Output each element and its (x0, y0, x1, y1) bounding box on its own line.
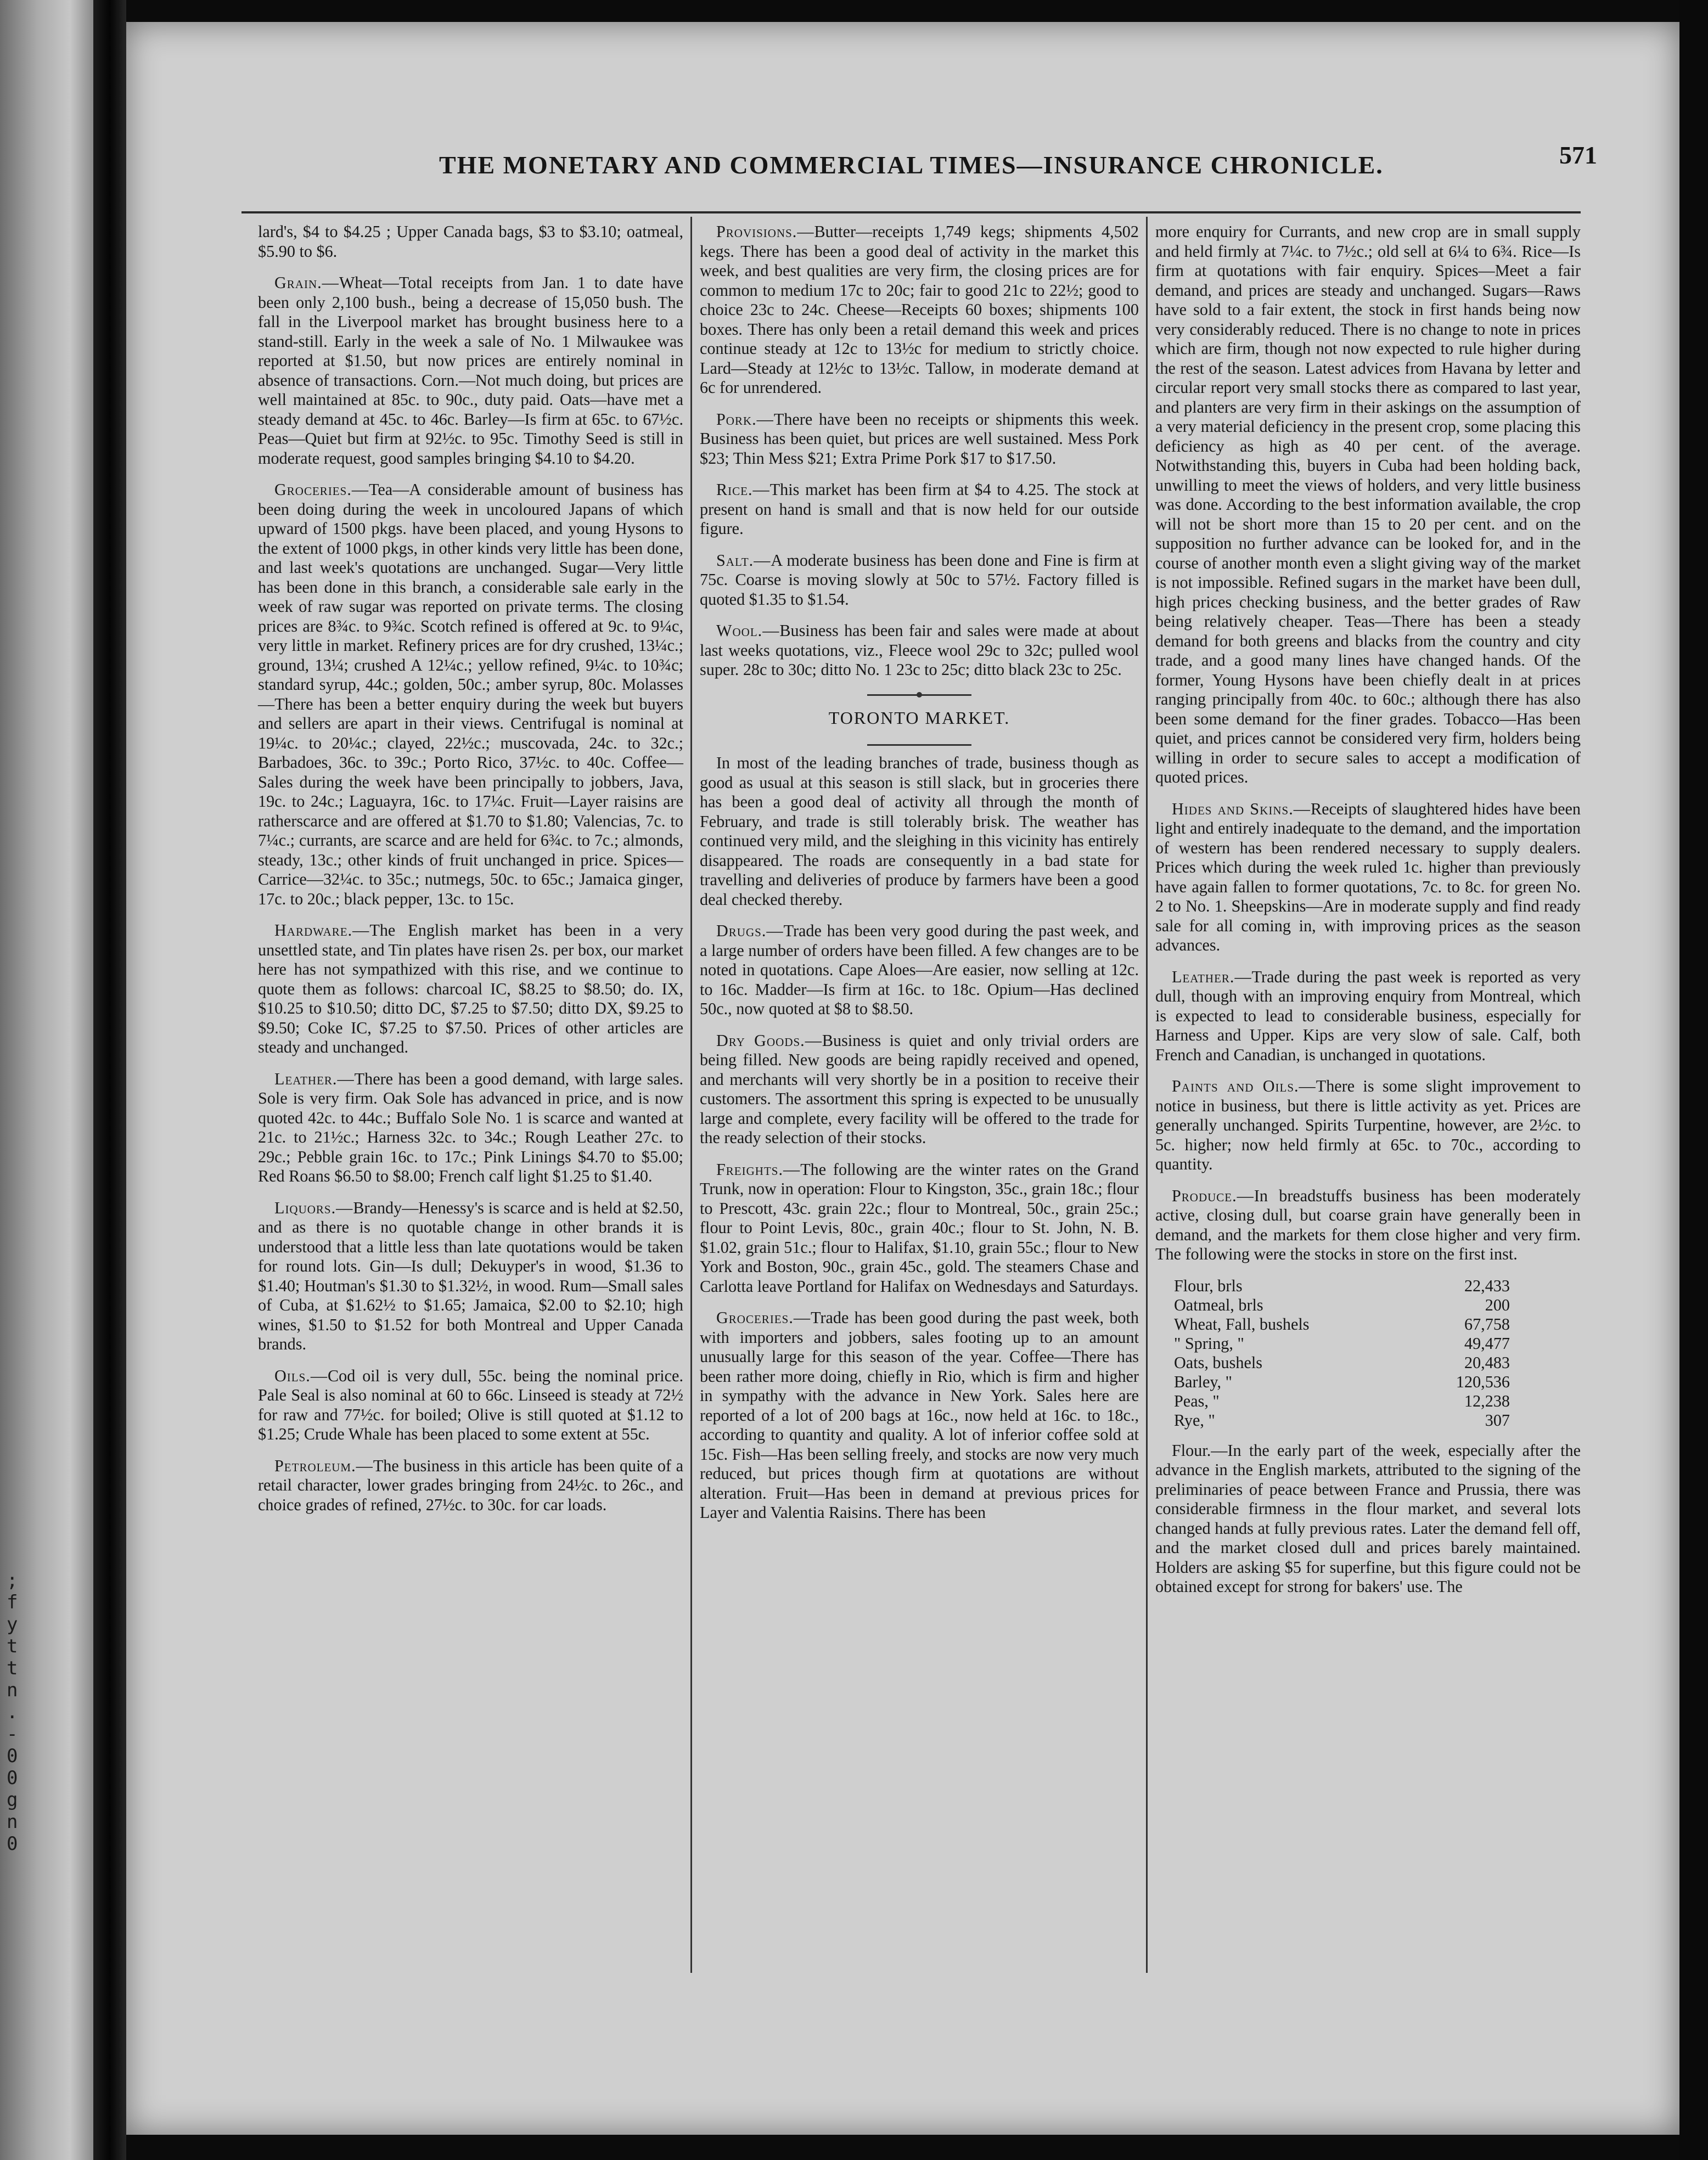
column-3-text (1155, 222, 1581, 1264)
stock-value: 22,433 (1464, 1276, 1510, 1295)
section-lead: Leather.— (1172, 967, 1252, 986)
table-row (1172, 1315, 1512, 1334)
section-lead: Drugs.— (716, 921, 784, 940)
paragraph-text: lard's, $4 to $4.25 ; Upper Canada bags, $3 to $3.10; oatmeal, $5.90 to $6. (258, 222, 683, 261)
right-border (1679, 0, 1708, 2160)
stock-value: 120,536 (1456, 1372, 1510, 1391)
section-lead: Paints and Oils.— (1172, 1077, 1316, 1095)
paragraph-text: Wheat—Total receipts from Jan. 1 to date have been only 2,100 bush., being a decrease of 15,050 bush. The fall in the Liverpool market has brought business here to a stand-still. Early in the week a sale of No. 1 Milwaukee was reported at $1.50, but now prices are entirely nominal in absence of transactions. Corn.—Not much doing, but prices are well maintained at 85c. to 90c., duty paid. Oats—have met a steady demand at 45c. to 46c. Barley—Is firm at 65c. to 67½c. Peas—Quiet but firm at 92½c. to 95c. Timothy Seed is still in moderate request, good samples bringing $4.10 to $4.20. (258, 273, 683, 468)
section-lead: Dry Goods.— (716, 1031, 822, 1050)
stock-label: Rye, " (1174, 1410, 1215, 1430)
column-rule-2 (1146, 217, 1148, 1973)
paragraph (258, 1456, 683, 1515)
paragraph (700, 1308, 1139, 1523)
section-lead: Groceries.— (274, 480, 369, 499)
paragraph-text: Trade has been very good during the past week, and a large number of orders have been filled. A few changes are to be noted in quotations. Cape Aloes—Are easier, now selling at 12c. to 16c. Madder—Is firm at 16c. to 18c. Opium—Has declined 50c., now quoted at $8 to $8.50. (700, 921, 1139, 1018)
stock-value: 200 (1485, 1295, 1510, 1314)
section-lead: Salt.— (716, 550, 771, 570)
section-lead: Produce.— (1172, 1186, 1254, 1205)
paragraph (258, 921, 683, 1058)
paragraph (1155, 968, 1581, 1065)
paragraph-text: Brandy—Henessy's is scarce and is held at $2.50, and as there is no quotable change in other brands it is understood that a little less than late quotations would be taken for round lots. Gin—Is dull; Dekuyper's in wood, $1.36 to $1.40; Houtman's $1.30 to $1.32½, in wood. Rum—Small sales of Cuba, at $1.62½ to $1.65; Jamaica, $2.00 to $2.10; high wines, $1.50 to $1.52 for both Montreal and Upper Canada brands. (258, 1198, 683, 1353)
publication-title: THE MONETARY AND COMMERCIAL TIMES—INSURANCE CHRONICLE. (439, 151, 1384, 179)
stock-label: Barley, " (1174, 1372, 1232, 1391)
edge-fragment: t (7, 1657, 18, 1679)
stock-label: " Spring, " (1174, 1334, 1244, 1353)
edge-fragment: n (7, 1811, 18, 1833)
table-row (1172, 1392, 1512, 1411)
stock-label: Oatmeal, brls (1174, 1295, 1263, 1314)
paragraph-text: In breadstuffs business has been moderately active, closing dull, but coarse grain have generally been in demand, and the markets for them close higher and very firm. The following were the stocks in store on the first inst. (1155, 1186, 1581, 1263)
paragraph-text: There is some slight improvement to notice in business, but there is little activity as yet. Prices are generally unchanged. Spirits Turpentine, however, are 2½c. to 5c. higher; now held firmly at 65c. to 70c., according to quantity. (1155, 1077, 1581, 1173)
section-lead: Hides and Skins.— (1172, 799, 1311, 818)
paragraph (700, 621, 1139, 680)
toronto-market-heading: TORONTO MARKET. (828, 707, 1010, 728)
paragraph-text: There have been no receipts or shipments this week. Business has been quiet, but prices are well sustained. Mess Pork $23; Thin Mess $21; Extra Prime Pork $17 to $17.50. (700, 409, 1139, 468)
column-1 (258, 222, 683, 1527)
paragraph-text: The business in this article has been quite of a retail character, lower grades bringing from 24½c. to 26c., and choice grades of refined, 27½c. to 30c. for car loads. (258, 1456, 683, 1514)
section-lead: Petroleum.— (274, 1456, 373, 1475)
table-row (1172, 1276, 1512, 1296)
section-lead: Provisions.— (716, 222, 814, 241)
paragraph (700, 1160, 1139, 1297)
heading-rule (867, 744, 971, 746)
stock-label: Peas, " (1174, 1391, 1220, 1410)
paragraph (258, 1366, 683, 1444)
edge-fragment: 0 (7, 1767, 18, 1789)
stock-value: 12,238 (1464, 1391, 1510, 1410)
page-number: 571 (1559, 141, 1597, 169)
paragraph (700, 410, 1139, 469)
header-rule (241, 211, 1581, 213)
edge-fragment: 0 (7, 1745, 18, 1767)
table-row (1172, 1353, 1512, 1372)
section-lead: Oils.— (274, 1366, 328, 1385)
stock-value: 307 (1485, 1410, 1510, 1430)
section-lead: Grain.— (274, 273, 339, 292)
paragraph-text: Trade during the past week is reported as very dull, though with an improving enquiry from Montreal, which is expected to lead to considerable business, especially for Harness and Upper. Kips are very slow of sale. Calf, both French and Canadian, is unchanged in quotations. (1155, 967, 1581, 1064)
table-row (1172, 1296, 1512, 1315)
column-rule-1 (690, 217, 692, 1973)
paragraph-text: Cod oil is very dull, 55c. being the nominal price. Pale Seal is also nominal at 60 to 66c. Linseed is steady at 72½ for raw and 77½c. for boiled; Olive is still quoted at $1.12 to $1.25; Crude Whale has been placed to some extent at 55c. (258, 1366, 683, 1443)
column-2-toronto (700, 753, 1139, 1523)
paragraph-text: Flour.—In the early part of the week, especially after the advance in the English markets, attributed to the signing of the preliminaries of peace between France and Prussia, there was considerable firmness in the flour market, and several lots changed hands at fully previous rates. Later the demand fell off, and the market closed dull and prices barely maintained. Holders are asking $5 for superfine, but this figure could not be obtained except for strong for bakers' use. The (1155, 1441, 1581, 1596)
paragraph (258, 273, 683, 468)
paragraph-text: A moderate business has been done and Fine is firm at 75c. Coarse is moving slowly at 50c to 57½. Factory filled is quoted $1.35 to $1.54. (700, 550, 1139, 609)
edge-fragment: t (7, 1635, 18, 1657)
edge-fragments (7, 1570, 23, 1855)
column-2-markets (700, 222, 1139, 680)
paragraph (1155, 1441, 1581, 1597)
stock-value: 67,758 (1464, 1314, 1510, 1334)
paragraph-text: Tea—A considerable amount of business has been doing during the week in uncoloured Japans of which upward of 1500 pkgs. have been placed, and young Hysons to the extent of 1000 pkgs, in other kinds very little has been done, and last week's quotations are unchanged. Sugar—Very little has been done in this branch, a considerable sale early in the week of raw sugar was reported on private terms. The closing prices are 8¾c. to 9¾c. Scotch refined is offered at 9c. to 9¼c, very little in market. Refinery prices are for dry crushed, 13¼c.; ground, 13¼; crushed A 12¼c.; yellow refined, 9¼c. to 10¾c; standard syrup, 44c.; golden, 50c.; amber syrup, 80c. Molasses—There has been a better enquiry during the week but buyers and sellers are apart in their views. Centrifugal is nominal at 19¼c. to 20¼c.; clayed, 22½c.; muscovada, 24c. to 32c.; Barbadoes, 36c. to 39c.; Porto Rico, 37½c. to 40c. Coffee—Sales during the week have been principally to jobbers, Java, 19c. to 24c.; Laguayra, 16c. to 17¼c. Fruit—Layer raisins are ratherscarce and are offered at $1.70 to $1.80; Valencias, 7c. to 7¼c.; currants, are scarce and are held for 6¾c. to 7c.; almonds, steady, 13c.; other kinds of fruit unchanged in price. Spices—Carrice—32¼c. to 35c.; nutmegs, 50c. to 65c.; Jamaica ginger, 17c. to 20c.; black pepper, 13c. to 15c. (258, 480, 683, 908)
paragraph (700, 480, 1139, 539)
section-lead: Leather.— (274, 1069, 355, 1088)
stocks-in-store-table (1172, 1276, 1512, 1430)
stock-value: 49,477 (1464, 1334, 1510, 1353)
edge-fragment: ; (7, 1570, 18, 1591)
section-lead: Wool.— (716, 621, 780, 640)
paragraph (700, 1031, 1139, 1148)
paragraph-text: There has been a good demand, with large sales. Sole is very firm. Oak Sole has advanced in price, and is now quoted 42c. to 44c.; Buffalo Sole No. 1 is scarce and wanted at 21c. to 21½c.; Harness 32c. to 34c.; Rough Leather 27c. to 29c.; Pebble grain 16c. to 17c.; Pink Linings $4.70 to $5.00; Red Roans $6.50 to $8.00; French calf light $1.25 to $1.40. (258, 1069, 683, 1185)
paragraph (258, 222, 683, 261)
table-row (1172, 1411, 1512, 1430)
paragraph (1155, 1186, 1581, 1264)
edge-fragment: g (7, 1789, 18, 1811)
paragraph-text: The following are the winter rates on the Grand Trunk, now in operation: Flour to Kingston, 35c., grain 18c.; flour to Prescott, 43c. grain 22c.; flour to Montreal, 50c., grain 25c.; flour to Point Levis, 80c., grain 40c.; flour to St. John, N. B. $1.02, grain 51c.; flour to Halifax, $1.10, grain 55c.; flour to New York and Boston, 90c., grain 45c., gold. The steamers Chase and Carlotta leave Portland for Halifax on Wednesdays and Saturdays. (700, 1160, 1139, 1296)
section-divider (867, 692, 971, 698)
paragraph-text: Business has been fair and sales were made at about last weeks quotations, viz., Fleece wool 29c to 32c; pulled wool super. 28c to 30c; ditto No. 1 23c to 25c; ditto black 23c to 25c. (700, 621, 1139, 679)
paragraph (700, 551, 1139, 610)
section-lead: Pork.— (716, 409, 774, 429)
paragraph-text: more enquiry for Currants, and new crop are in small supply and held firmly at 7¼c. to 7½c.; old sell at 6¼ to 6¾. Rice—Is firm at quotations with fair enquiry. Spices—Meet a fair demand, and prices are steady and unchanged. Sugars—Raws have sold to a fair extent, the stock in first hands being now very considerably reduced. There is no change to note in prices which are firm, though not now expected to rule higher during the rest of the season. Latest advices from Havana by letter and circular report very small stocks there as compared to last year, and planters are very firm in their askings on the assumption of a very material deficiency in the present crop, some placing this deficiency as high as 40 per cent. of the average. Notwithstanding this, buyers in Cuba had been holding back, unwilling to meet the views of holders, and very little business was done. According to the best information available, the crop will not be short more than 15 to 20 per cent. and on the supposition no further advance can be looked for, and in the course of another month even a slight giving way of the market is not impossible. Refined sugars in the market have been dull, high prices checking business, and the better grades of Raw being relatively cheaper. Teas—There has been a steady demand for both greens and blacks from the country and city trade, and a good many lines have changed hands. Of the former, Young Hysons have been chiefly dealt in at prices ranging principally from 40c. to 60c.; although there has also been some demand for the finer grades. Tobacco—Has been quiet, and prices cannot be considered very firm, holders being willing in order to secure sales to accept a modification of quoted prices. (1155, 222, 1581, 786)
column-2 (700, 222, 1139, 1535)
section-lead: Liquors.— (274, 1198, 353, 1217)
edge-fragment: - (7, 1723, 18, 1745)
paragraph-text: In most of the leading branches of trade, business though as good as usual at this season is still slack, but in groceries there has been a good deal of activity all through the month of February, and trade is still tolerably brisk. The weather has continued very mild, and the sleighing in this vicinity has entirely disappeared. The roads are consequently in a bad state for travelling and deliveries of produce by farmers have been a good deal checked thereby. (700, 753, 1139, 909)
paragraph (258, 1070, 683, 1186)
section-lead: Rice.— (716, 480, 770, 499)
paragraph (258, 480, 683, 909)
section-lead: Groceries.— (716, 1308, 811, 1327)
paragraph-text: This market has been firm at $4 to 4.25. The stock at present on hand is small and that is now held for our outside figure. (700, 480, 1139, 538)
table-row (1172, 1334, 1512, 1353)
edge-fragment: n (7, 1679, 18, 1701)
paragraph-text: Butter—receipts 1,749 kegs; shipments 4,502 kegs. There has been a good deal of activity in the market this week, and best qualities are very firm, the closing prices are for common to medium 17c to 20c; fair to good 21c to 22½; good to choice 23c to 24c. Cheese—Receipts 60 boxes; shipments 100 boxes. There has only been a retail demand this week and prices continue steady at 12c to 13½c for medium to strictly choice. Lard—Steady at 12½c to 13½c. Tallow, in moderate demand at 6c for unrendered. (700, 222, 1139, 397)
paragraph-text: Business is quiet and only trivial orders are being filled. New goods are being rapidly received and opened, and merchants will very shortly be in a position to receive their customers. The assortment this spring is expected to be unusually large and complete, every facility will be offered to the trade for the ready selection of their stocks. (700, 1031, 1139, 1147)
paragraph (1155, 800, 1581, 955)
paragraph (700, 753, 1139, 909)
column-3-flour (1155, 1441, 1581, 1597)
stock-label: Oats, bushels (1174, 1353, 1262, 1372)
column-3 (1155, 222, 1581, 1609)
edge-fragment: f (7, 1591, 18, 1613)
paragraph-text: Trade has been good during the past week, both with importers and jobbers, sales footing up to an amount unusually large for this season of the year. Coffee—There has been rather more doing, chiefly in Rio, which is firm and higher in sympathy with the advance in New York. Sales here are reported of a lot of 200 bags at 16c., now held at 16c. to 18c., according to quantity and quality. A lot of inferior coffee sold at 15c. Fish—Has been selling freely, and stocks are now very much reduced, but prices though firm at quotations are without alteration. Fruit—Has been in demand at previous prices for Layer and Valentia Raisins. There has been (700, 1308, 1139, 1522)
section-lead: Hardware.— (274, 921, 370, 940)
paragraph-text: Receipts of slaughtered hides have been light and entirely inadequate to the demand, and the importation of western has been rendered necessary to supply dealers. Prices which during the week ruled 1c. higher than previously have again fallen to former quotations, 7c. to 8c. for green No. 2 to No. 1. Sheepskins—Are in moderate supply and find ready sale for all coming in, with improving prices as the season advances. (1155, 799, 1581, 954)
paragraph (1155, 1077, 1581, 1174)
paragraph (700, 222, 1139, 398)
table-row (1172, 1372, 1512, 1392)
previous-page-edge (0, 0, 93, 2160)
edge-fragment: 0 (7, 1833, 18, 1855)
page-header (307, 137, 1614, 187)
book-gutter (93, 0, 126, 2160)
edge-fragment: y (7, 1613, 18, 1635)
paragraph (1155, 222, 1581, 788)
paragraph (258, 1199, 683, 1354)
edge-fragment: . (7, 1701, 18, 1723)
stock-value: 20,483 (1464, 1353, 1510, 1372)
section-lead: Freights.— (716, 1160, 801, 1179)
paragraph-text: The English market has been in a very unsettled state, and Tin plates have risen 2s. per box, our market here has not sympathized with this rise, and we continue to quote them as follows: charcoal IC, $8.25 to $8.50; do. IX, $10.25 to $10.50; ditto DC, $7.25 to $7.50; ditto DX, $9.25 to $9.50; Coke IC, $7.25 to $7.50. Prices of other articles are steady and unchanged. (258, 921, 683, 1056)
stock-label: Wheat, Fall, bushels (1174, 1314, 1310, 1334)
stock-label: Flour, brls (1174, 1276, 1243, 1295)
paragraph (700, 921, 1139, 1019)
